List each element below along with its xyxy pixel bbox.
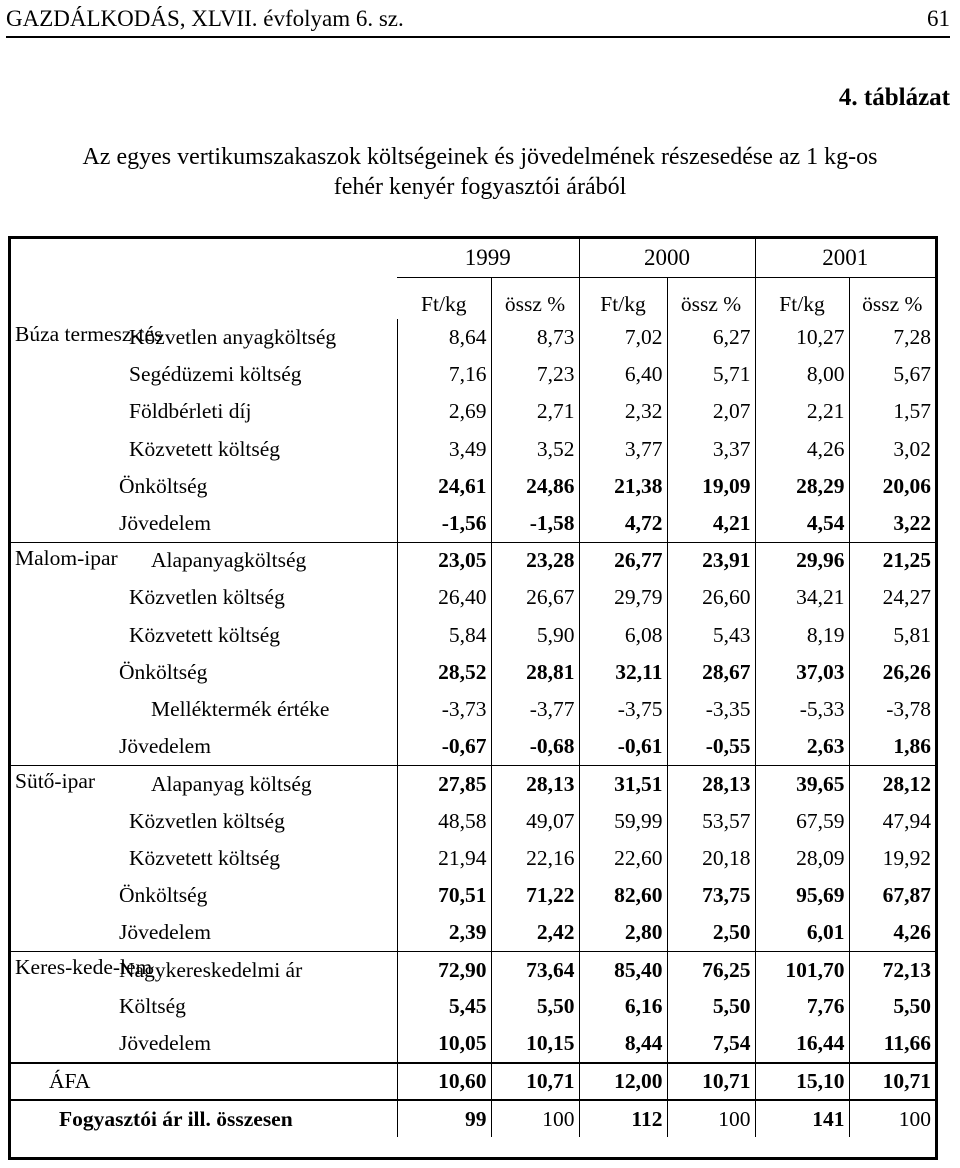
value-cell: 6,08: [579, 617, 667, 654]
value-cell: 6,27: [667, 319, 755, 356]
table-row: [11, 728, 935, 765]
value-cell: 21,94: [397, 840, 491, 877]
value-cell: 8,64: [397, 319, 491, 356]
consumer-price-value: 100: [491, 1100, 579, 1137]
value-cell: 4,72: [579, 505, 667, 542]
value-cell: 28,13: [491, 765, 579, 802]
value-cell: 2,32: [579, 393, 667, 430]
value-cell: 8,44: [579, 1026, 667, 1063]
value-cell: 23,28: [491, 542, 579, 579]
value-cell: 19,09: [667, 468, 755, 505]
table-row: [11, 765, 935, 802]
row-label: Jövedelem: [119, 1031, 211, 1056]
section-label-sutoipar: Sütő-ipar: [11, 765, 115, 951]
value-cell: 2,42: [491, 914, 579, 951]
consumer-price-value: 141: [755, 1100, 849, 1137]
consumer-price-row: [11, 1100, 935, 1137]
value-cell: 21,38: [579, 468, 667, 505]
caption-line-2: fehér kenyér fogyasztói árából: [333, 174, 627, 200]
row-label: Alapanyag költség: [151, 771, 312, 796]
row-label-cell: [115, 356, 397, 393]
row-label-cell: [115, 617, 397, 654]
cost-table-frame: [8, 236, 938, 1160]
table-row: [11, 951, 935, 988]
value-cell: 10,05: [397, 1026, 491, 1063]
table-number: 4. táblázat: [838, 84, 950, 111]
value-cell: 5,90: [491, 617, 579, 654]
value-cell: 39,65: [755, 765, 849, 802]
value-cell: 3,49: [397, 431, 491, 468]
unit-pct-2001: össz %: [849, 277, 935, 319]
value-cell: 3,77: [579, 431, 667, 468]
header-corner: [11, 239, 397, 319]
value-cell: 49,07: [491, 802, 579, 839]
row-label: Segédüzemi költség: [129, 362, 302, 387]
value-cell: 8,19: [755, 617, 849, 654]
value-cell: 22,60: [579, 840, 667, 877]
value-cell: -3,35: [667, 691, 755, 728]
table-row: [11, 431, 935, 468]
value-cell: 28,52: [397, 654, 491, 691]
value-cell: 71,22: [491, 877, 579, 914]
row-label-cell: [115, 542, 397, 579]
year-header-row: [11, 239, 935, 277]
value-cell: 7,76: [755, 988, 849, 1025]
table-row: [11, 617, 935, 654]
row-label-cell: [115, 802, 397, 839]
value-cell: 27,85: [397, 765, 491, 802]
value-cell: 29,96: [755, 542, 849, 579]
value-cell: 7,16: [397, 356, 491, 393]
row-label: Önköltség: [119, 659, 208, 684]
value-cell: 4,26: [849, 914, 935, 951]
value-cell: 16,44: [755, 1026, 849, 1063]
table-row: [11, 393, 935, 430]
row-label: Közvetett költség: [129, 622, 281, 647]
cost-table: [11, 239, 935, 1137]
afa-value: 12,00: [579, 1063, 667, 1100]
value-cell: 1,57: [849, 393, 935, 430]
table-row: [11, 914, 935, 951]
value-cell: 10,27: [755, 319, 849, 356]
table-row: [11, 691, 935, 728]
running-head: [6, 4, 950, 38]
row-label: Költség: [119, 994, 186, 1019]
table-row: [11, 840, 935, 877]
value-cell: 3,52: [491, 431, 579, 468]
value-cell: 67,87: [849, 877, 935, 914]
value-cell: -0,61: [579, 728, 667, 765]
afa-value: 10,71: [849, 1063, 935, 1100]
value-cell: 3,02: [849, 431, 935, 468]
unit-ftkg-2001: Ft/kg: [755, 277, 849, 319]
section-label-buza-termesztes: Búza termesz-tés: [15, 322, 163, 346]
value-cell: 4,54: [755, 505, 849, 542]
row-label: Közvetlen költség: [129, 585, 285, 610]
value-cell: 5,84: [397, 617, 491, 654]
afa-label: ÁFA: [11, 1063, 397, 1100]
row-label-cell: [115, 840, 397, 877]
value-cell: 101,70: [755, 951, 849, 988]
row-label-cell: [115, 468, 397, 505]
value-cell: 22,16: [491, 840, 579, 877]
row-label: Jövedelem: [119, 733, 211, 758]
value-cell: 5,81: [849, 617, 935, 654]
value-cell: 28,81: [491, 654, 579, 691]
caption-line-1: Az egyes vertikumszakaszok költségeinek és jövedelmének részesedése az 1 kg-os: [82, 144, 878, 170]
row-label: Közvetett költség: [129, 436, 281, 461]
value-cell: -0,67: [397, 728, 491, 765]
value-cell: 23,05: [397, 542, 491, 579]
value-cell: 24,61: [397, 468, 491, 505]
value-cell: 26,77: [579, 542, 667, 579]
table-row: [11, 802, 935, 839]
row-label: Földbérleti díj: [129, 399, 252, 424]
value-cell: 28,29: [755, 468, 849, 505]
value-cell: 8,00: [755, 356, 849, 393]
value-cell: 10,15: [491, 1026, 579, 1063]
value-cell: -1,56: [397, 505, 491, 542]
table-row: [11, 579, 935, 616]
row-label-cell: [115, 728, 397, 765]
value-cell: 48,58: [397, 802, 491, 839]
value-cell: 5,50: [667, 988, 755, 1025]
value-cell: -5,33: [755, 691, 849, 728]
afa-row: [11, 1063, 935, 1100]
row-label: Nagykereskedelmi ár: [119, 957, 303, 982]
row-label-cell: [115, 431, 397, 468]
value-cell: -3,78: [849, 691, 935, 728]
value-cell: 73,64: [491, 951, 579, 988]
value-cell: 59,99: [579, 802, 667, 839]
table-row: [11, 542, 935, 579]
afa-value: 10,71: [667, 1063, 755, 1100]
unit-ftkg-1999: Ft/kg: [397, 277, 491, 319]
value-cell: 6,16: [579, 988, 667, 1025]
value-cell: -0,55: [667, 728, 755, 765]
value-cell: 3,37: [667, 431, 755, 468]
row-label: Önköltség: [119, 473, 208, 498]
value-cell: -3,75: [579, 691, 667, 728]
table-row: [11, 1026, 935, 1063]
value-cell: 5,67: [849, 356, 935, 393]
table-row: [11, 505, 935, 542]
row-label-cell: [115, 579, 397, 616]
value-cell: 5,50: [491, 988, 579, 1025]
unit-ftkg-2000: Ft/kg: [579, 277, 667, 319]
value-cell: 20,18: [667, 840, 755, 877]
value-cell: 73,75: [667, 877, 755, 914]
value-cell: 85,40: [579, 951, 667, 988]
value-cell: 4,21: [667, 505, 755, 542]
value-cell: 1,86: [849, 728, 935, 765]
value-cell: 2,71: [491, 393, 579, 430]
row-label: Jövedelem: [119, 919, 211, 944]
afa-value: 15,10: [755, 1063, 849, 1100]
value-cell: 2,50: [667, 914, 755, 951]
row-label-cell: [115, 505, 397, 542]
row-label-cell: [115, 765, 397, 802]
value-cell: 28,09: [755, 840, 849, 877]
value-cell: 24,27: [849, 579, 935, 616]
unit-pct-2000: össz %: [667, 277, 755, 319]
row-label-cell: [115, 319, 397, 356]
section-label-malomipar: Malom-ipar: [11, 542, 115, 765]
value-cell: 4,26: [755, 431, 849, 468]
value-cell: 21,25: [849, 542, 935, 579]
value-cell: 6,40: [579, 356, 667, 393]
value-cell: 28,13: [667, 765, 755, 802]
row-label-cell: [115, 914, 397, 951]
afa-value: 10,60: [397, 1063, 491, 1100]
value-cell: 37,03: [755, 654, 849, 691]
row-label-cell: [115, 654, 397, 691]
value-cell: 2,21: [755, 393, 849, 430]
value-cell: -3,77: [491, 691, 579, 728]
value-cell: 3,22: [849, 505, 935, 542]
row-label: Jövedelem: [119, 510, 211, 535]
value-cell: 5,45: [397, 988, 491, 1025]
value-cell: 72,13: [849, 951, 935, 988]
row-label: Közvetlen anyagköltség: [129, 325, 337, 350]
value-cell: 26,26: [849, 654, 935, 691]
value-cell: -3,73: [397, 691, 491, 728]
value-cell: 82,60: [579, 877, 667, 914]
page-number: 61: [927, 6, 950, 31]
row-label-cell: [115, 988, 397, 1025]
value-cell: 6,01: [755, 914, 849, 951]
value-cell: 5,50: [849, 988, 935, 1025]
value-cell: 24,86: [491, 468, 579, 505]
value-cell: 8,73: [491, 319, 579, 356]
row-label: Önköltség: [119, 882, 208, 907]
afa-value: 10,71: [491, 1063, 579, 1100]
value-cell: 34,21: [755, 579, 849, 616]
value-cell: -0,68: [491, 728, 579, 765]
value-cell: 7,23: [491, 356, 579, 393]
consumer-price-value: 112: [579, 1100, 667, 1137]
value-cell: 70,51: [397, 877, 491, 914]
consumer-price-value: 100: [849, 1100, 935, 1137]
row-label: Melléktermék értéke: [151, 696, 330, 721]
row-label: Alapanyagköltség: [151, 548, 307, 573]
value-cell: 2,07: [667, 393, 755, 430]
table-row: [11, 356, 935, 393]
value-cell: 7,28: [849, 319, 935, 356]
table-row: [11, 988, 935, 1025]
table-row: [11, 319, 935, 356]
journal-title: GAZDÁLKODÁS, XLVII. évfolyam 6. sz.: [6, 6, 404, 31]
value-cell: 53,57: [667, 802, 755, 839]
value-cell: 26,67: [491, 579, 579, 616]
unit-pct-1999: össz %: [491, 277, 579, 319]
row-label-cell: [115, 951, 397, 988]
consumer-price-value: 99: [397, 1100, 491, 1137]
value-cell: 28,12: [849, 765, 935, 802]
value-cell: 67,59: [755, 802, 849, 839]
value-cell: 5,43: [667, 617, 755, 654]
value-cell: 23,91: [667, 542, 755, 579]
table-row: [11, 877, 935, 914]
value-cell: 47,94: [849, 802, 935, 839]
value-cell: 28,67: [667, 654, 755, 691]
value-cell: 26,60: [667, 579, 755, 616]
row-label-cell: [115, 691, 397, 728]
value-cell: 7,54: [667, 1026, 755, 1063]
value-cell: 31,51: [579, 765, 667, 802]
value-cell: 76,25: [667, 951, 755, 988]
value-cell: 29,79: [579, 579, 667, 616]
value-cell: 20,06: [849, 468, 935, 505]
value-cell: 72,90: [397, 951, 491, 988]
row-label-cell: [115, 877, 397, 914]
row-label-cell: [115, 1026, 397, 1063]
row-label-cell: [115, 393, 397, 430]
year-2000: 2000: [579, 239, 755, 277]
value-cell: 26,40: [397, 579, 491, 616]
value-cell: 5,71: [667, 356, 755, 393]
value-cell: 2,80: [579, 914, 667, 951]
table-row: [11, 468, 935, 505]
row-label: Közvetlen költség: [129, 808, 285, 833]
value-cell: 11,66: [849, 1026, 935, 1063]
table-row: [11, 654, 935, 691]
value-cell: 95,69: [755, 877, 849, 914]
value-cell: 7,02: [579, 319, 667, 356]
value-cell: -1,58: [491, 505, 579, 542]
consumer-price-value: 100: [667, 1100, 755, 1137]
value-cell: 2,63: [755, 728, 849, 765]
value-cell: 2,69: [397, 393, 491, 430]
year-2001: 2001: [755, 239, 935, 277]
row-label: Közvetett költség: [129, 845, 281, 870]
value-cell: 2,39: [397, 914, 491, 951]
value-cell: 19,92: [849, 840, 935, 877]
value-cell: 32,11: [579, 654, 667, 691]
consumer-price-label: Fogyasztói ár ill. összesen: [11, 1100, 397, 1137]
table-caption: [0, 142, 960, 202]
year-1999: 1999: [464, 244, 511, 270]
section-label-kereskedelem: Keres-kede-lem: [11, 951, 115, 1063]
